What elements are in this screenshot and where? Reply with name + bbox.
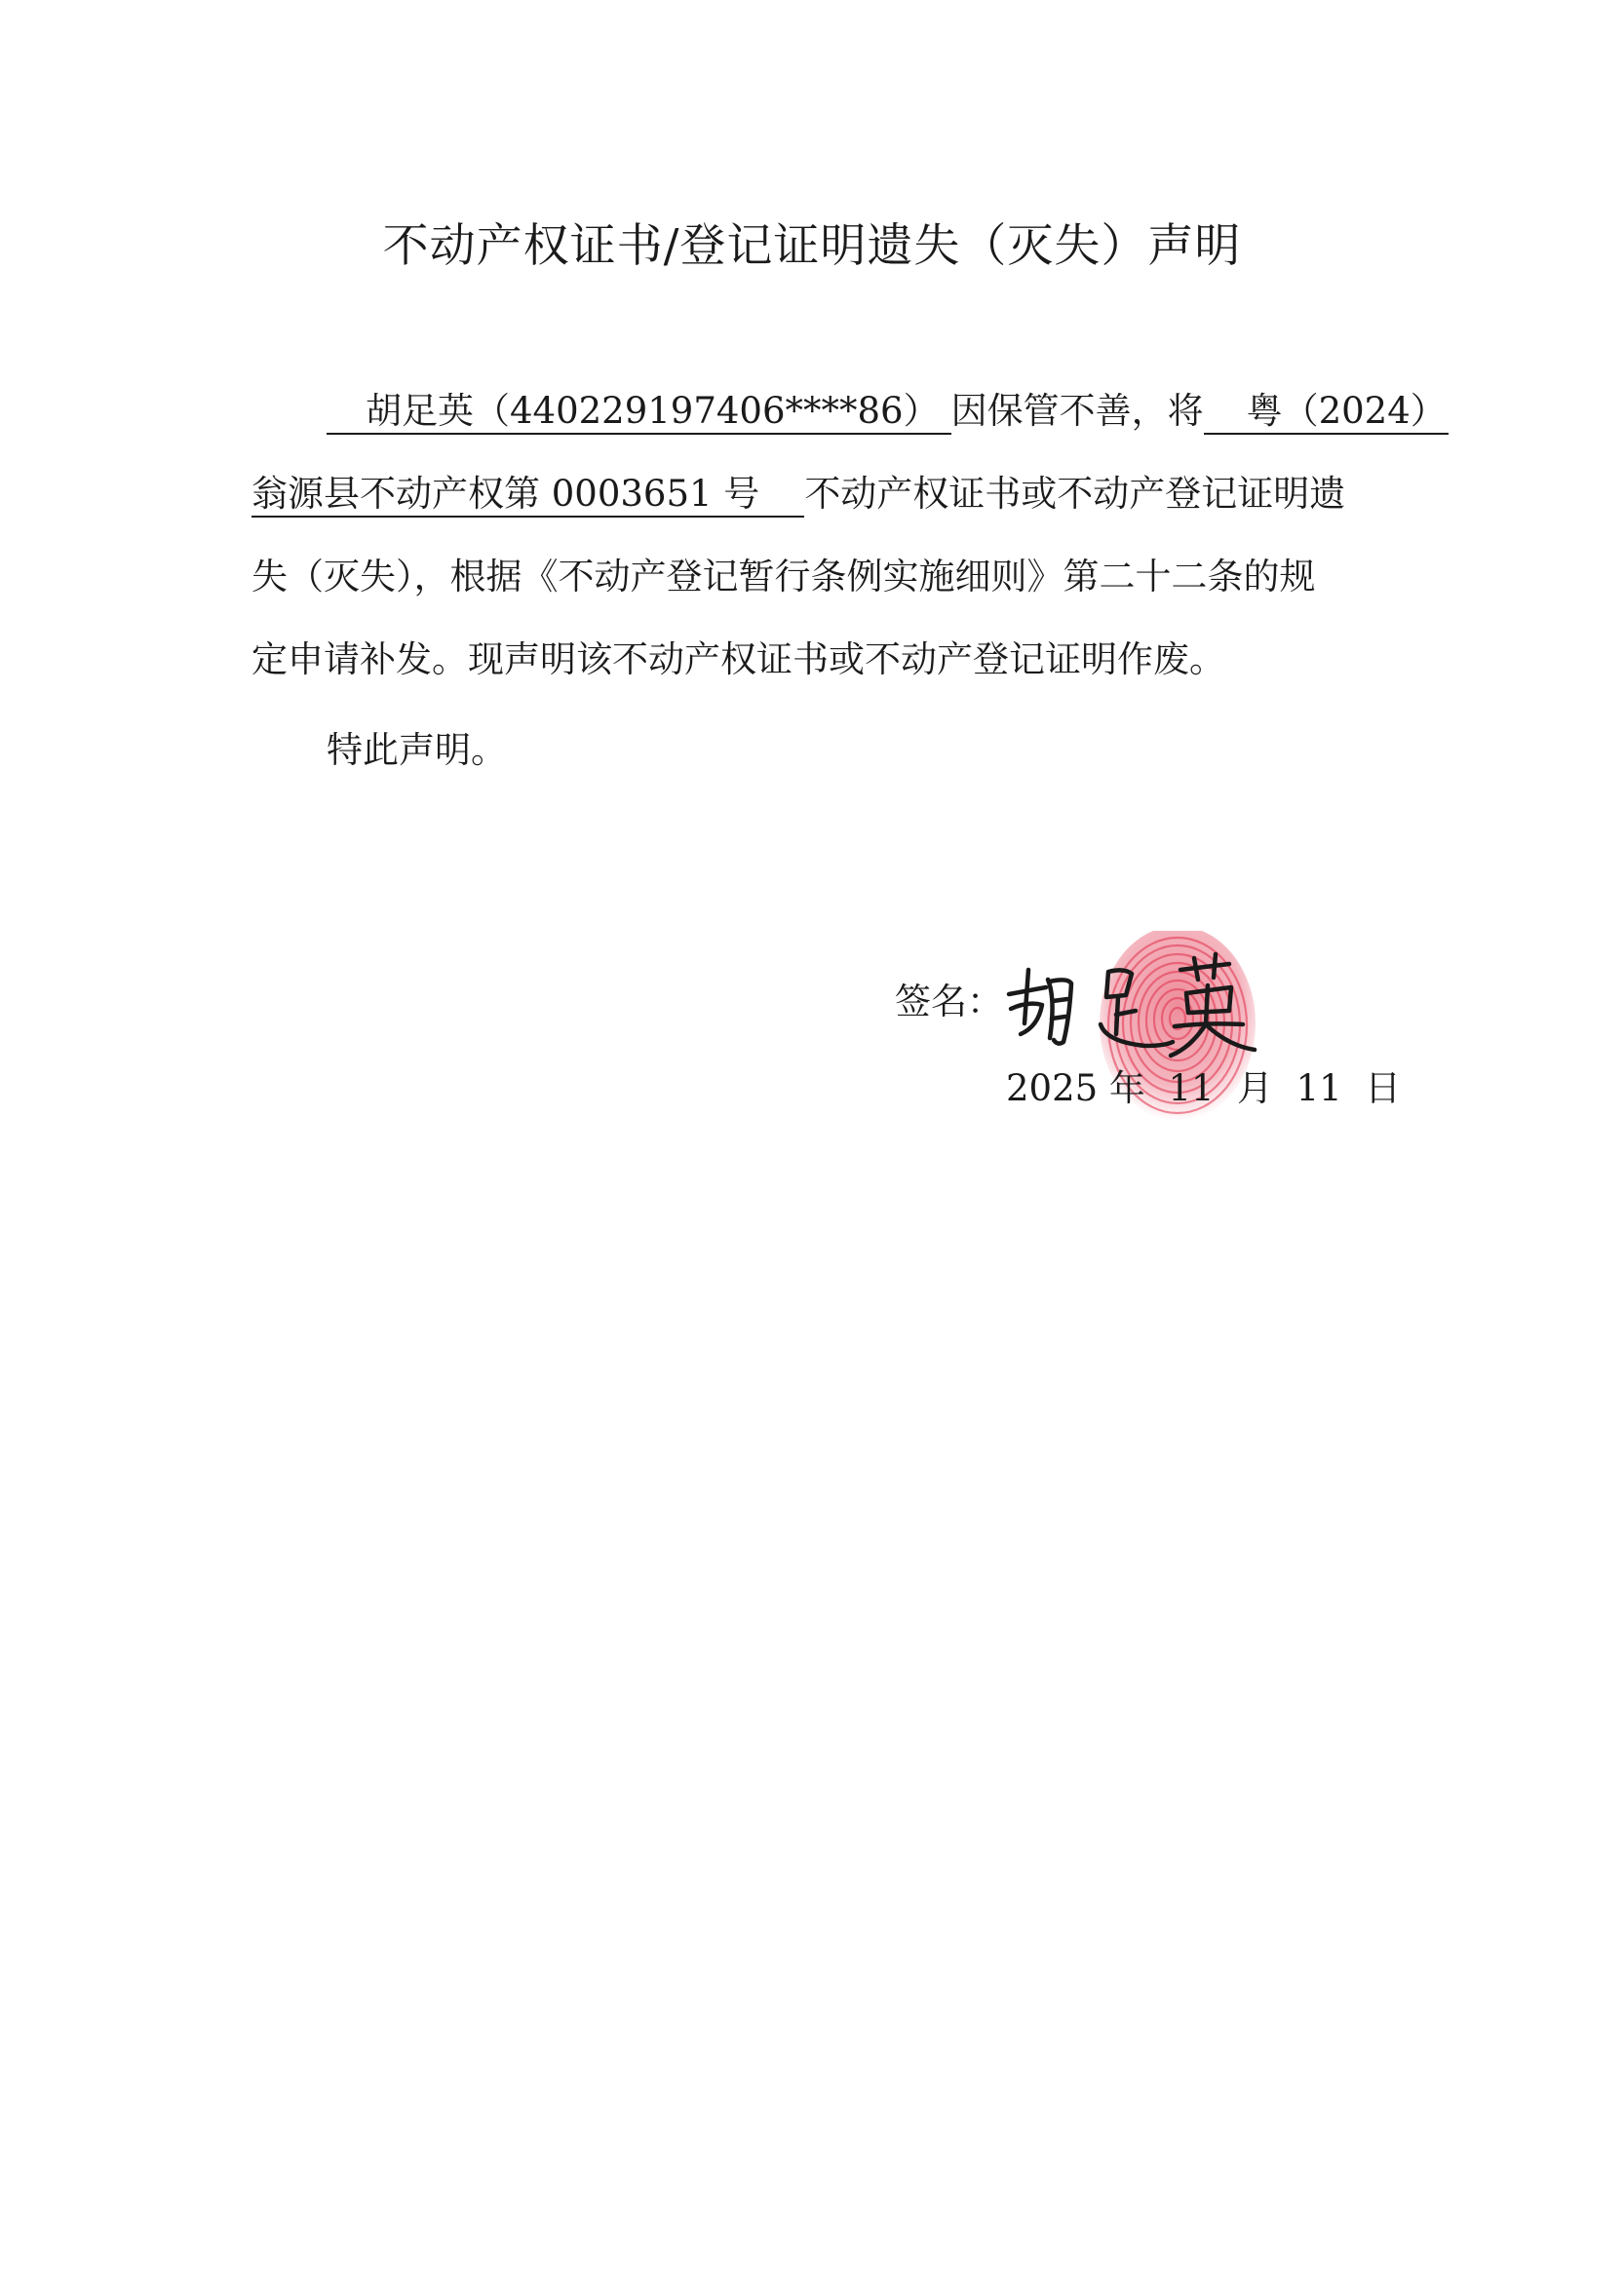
- declaration-date: 2025 年 11 月 11 日: [1006, 1067, 1402, 1109]
- text-after-certificate: 不动产权证书或不动产登记证明遗: [804, 473, 1346, 515]
- certificate-prefix-field: 粤（2024）: [1204, 390, 1449, 435]
- signature-label: 签名：: [895, 981, 1003, 1022]
- text-after-declarant: 因保管不善，将: [950, 390, 1204, 432]
- certificate-number-field: 翁源县不动产权第 0003651 号: [251, 473, 804, 518]
- paragraph-line-2: [251, 470, 1345, 519]
- document-title: 不动产权证书/登记证明遗失（灭失）声明: [382, 219, 1242, 273]
- closing-statement: 特此声明。: [327, 729, 507, 771]
- handwritten-signature: [999, 941, 1262, 1067]
- paragraph-line-1: [327, 387, 1449, 436]
- paragraph-line-4: 定申请补发。现声明该不动产权证书或不动产登记证明作废。: [251, 638, 1225, 680]
- paragraph-line-3: 失（灭失），根据《不动产登记暂行条例实施细则》第二十二条的规: [251, 556, 1316, 597]
- declarant-field: 胡足英（440229197406****86）: [327, 390, 951, 435]
